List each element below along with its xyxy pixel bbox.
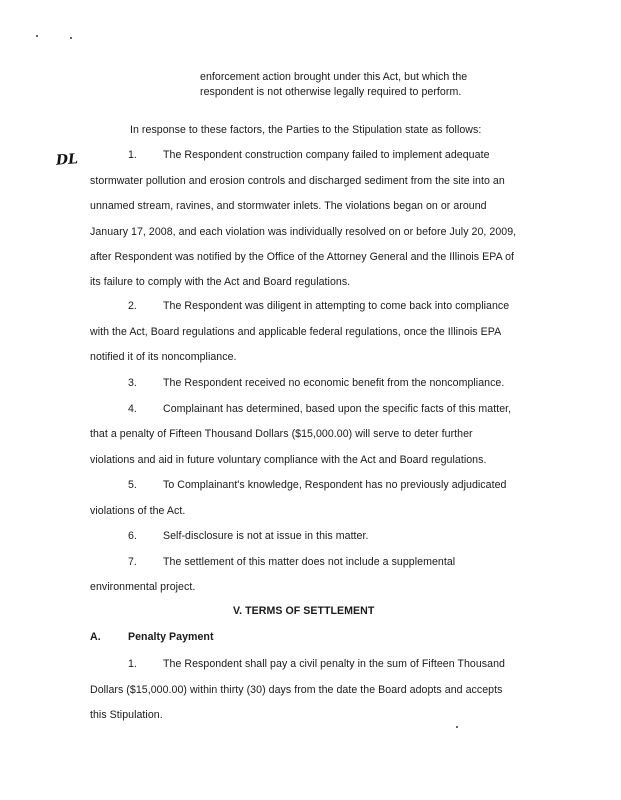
intro-line-2: respondent is not otherwise legally required to perform. xyxy=(200,86,462,98)
item-1-line: January 17, 2008, and each violation was individually resolved on or before July 20, 2009, xyxy=(90,226,517,238)
item-1-line: unnamed stream, ravines, and stormwater inlets. The violations began on or around xyxy=(90,200,487,212)
subsection-title: Penalty Payment xyxy=(128,631,214,643)
item-4-number: 4. xyxy=(128,403,137,415)
item-5-line: violations of the Act. xyxy=(90,505,186,517)
penalty-paragraph-line: The Respondent shall pay a civil penalty in the sum of Fifteen Thousand xyxy=(163,658,505,670)
response-line: In response to these factors, the Parties to the Stipulation state as follows: xyxy=(130,124,482,136)
subsection-letter: A. xyxy=(90,631,101,643)
item-4-line: Complainant has determined, based upon the specific facts of this matter, xyxy=(163,403,512,415)
scan-speck xyxy=(70,37,72,39)
scan-speck xyxy=(36,35,38,37)
item-6-line: Self-disclosure is not at issue in this matter. xyxy=(163,530,369,542)
item-3-line: The Respondent received no economic benefit from the noncompliance. xyxy=(163,377,505,389)
item-2-line: with the Act, Board regulations and applicable federal regulations, once the Illinois EPA xyxy=(90,326,502,338)
intro-line-1: enforcement action brought under this Act, but which the xyxy=(200,71,468,83)
scan-speck xyxy=(456,726,458,728)
item-1-line: after Respondent was notified by the Office of the Attorney General and the Illinois EPA of xyxy=(90,251,515,263)
penalty-paragraph-line: this Stipulation. xyxy=(90,709,163,721)
penalty-paragraph-line: Dollars ($15,000.00) within thirty (30) days from the date the Board adopts and accepts xyxy=(90,684,503,696)
handwritten-initials: DL xyxy=(55,151,79,169)
item-2-line: notified it of its noncompliance. xyxy=(90,351,237,363)
item-1-line: its failure to comply with the Act and Board regulations. xyxy=(90,276,351,288)
item-4-line: that a penalty of Fifteen Thousand Dollars ($15,000.00) will serve to deter further xyxy=(90,428,473,440)
item-7-number: 7. xyxy=(128,556,137,568)
item-7-line: The settlement of this matter does not include a supplemental xyxy=(163,556,456,568)
item-1-number: 1. xyxy=(128,149,137,161)
item-6-number: 6. xyxy=(128,530,137,542)
item-4-line: violations and aid in future voluntary compliance with the Act and Board regulations. xyxy=(90,454,487,466)
item-3-number: 3. xyxy=(128,377,137,389)
penalty-paragraph-number: 1. xyxy=(128,658,137,670)
item-5-number: 5. xyxy=(128,479,137,491)
item-1-line: stormwater pollution and erosion controls and discharged sediment from the site into an xyxy=(90,175,505,187)
item-5-line: To Complainant's knowledge, Respondent has no previously adjudicated xyxy=(163,479,507,491)
item-2-line: The Respondent was diligent in attempting to come back into compliance xyxy=(163,300,510,312)
item-1-line: The Respondent construction company failed to implement adequate xyxy=(163,149,490,161)
item-7-line: environmental project. xyxy=(90,581,196,593)
section-heading: V. TERMS OF SETTLEMENT xyxy=(233,605,375,617)
item-2-number: 2. xyxy=(128,300,137,312)
